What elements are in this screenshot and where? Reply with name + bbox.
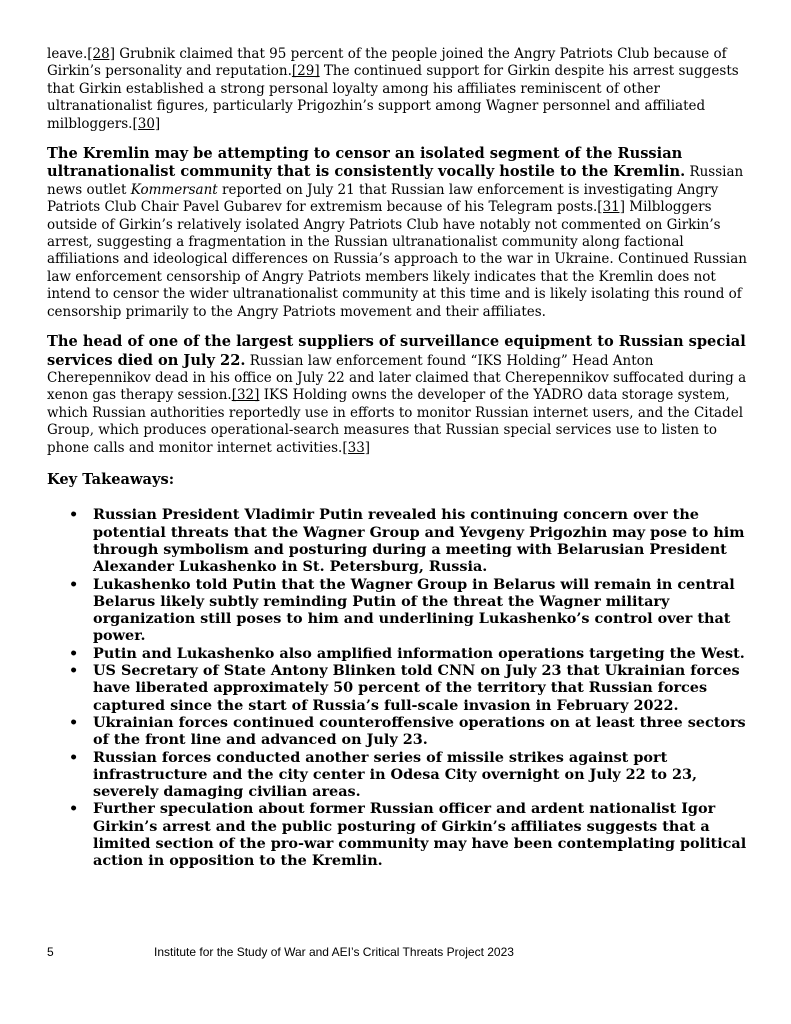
bullet-icon: • [69,748,79,766]
text: leave. [47,46,88,62]
key-takeaways-list [47,506,747,869]
lead-sentence: The head of one of the largest suppliers of surveillance equipment to Russian special services died on July 22. [47,333,746,369]
bullet-icon: • [69,800,79,818]
outlet-name: Kommersant [130,181,218,198]
bullet-icon: • [69,662,79,680]
footnote-link-28[interactable]: [28] [87,46,115,62]
text: The continued support for Girkin despite his arrest suggests that Girkin established a strong personal loyalty among his affiliates reminiscent of other ultranationalist figures, particularly Prigozhin’s support among Wagner personnel and affiliated milbloggers. [47,63,739,132]
footer-text: Institute for the Study of War and AEI’s Critical Threats Project 2023 [154,945,514,959]
list-item-text: Russian forces conducted another series of missile strikes against port infrastructure and the city center in Odesa City overnight on July 22 to 23, severely damaging civilian areas. [93,748,697,801]
footnote-link-29[interactable]: [29] [291,63,320,80]
list-item [47,714,747,749]
bullet-icon: • [69,575,79,593]
list-item-text: Russian President Vladimir Putin revealed his continuing concern over the potential threats that the Wagner Group and Yevgeny Prigozhin may pose to him through symbolism and posturing during a meeting with Belarusian President Alexander Lukashenko in St. Petersburg, Russia. [93,506,745,576]
text: reported on July 21 that Russian law enforcement is investigating Angry Patriots Club Chair Pavel Gubarev for extremism because of his Telegram posts. [47,181,719,216]
text: Milbloggers outside of Girkin’s relatively isolated Angry Patriots Club have notably not commented on Girkin’s arrest, suggesting a fragmentation in the Russian ultranationalist community along factional affiliations and ideological differences on Russia’s approach to the war in Ukraine. Continued Russian law enforcement censorship of Angry Patriots members likely indicates that the Kremlin does not intend to censor the wider ultranationalist community at this time and is likely isolating this round of censorship primarily to the Angry Patriots movement and their affiliates. [47,199,747,320]
footnote-link-32[interactable]: [32] [231,387,260,404]
paragraph-surveillance-supplier [47,333,747,457]
list-item-text: Putin and Lukashenko also amplified information operations targeting the West. [93,644,745,662]
list-item [47,800,747,869]
list-item-text: US Secretary of State Antony Blinken told CNN on July 23 that Ukrainian forces have liberated approximately 50 percent of the territory that Russian forces captured since the start of Russia’s full-scale invasion in February 2022. [93,662,740,714]
paragraph-kremlin-censorship [47,145,747,321]
text: IKS Holding owns the developer of the YADRO data storage system, which Russian authorities reportedly use in efforts to monitor Russian internet users, and the Citadel Group, which produces operational-search measures that Russian special services use to listen to phone calls and monitor internet activities. [47,387,744,456]
bullet-icon: • [69,713,79,731]
list-item-text: Lukashenko told Putin that the Wagner Group in Belarus will remain in central Belarus likely subtly reminding Putin of the threat the Wagner military organization still poses to him and underlining Lukashenko’s control over that power. [93,575,735,645]
list-item [47,662,747,714]
list-item [47,576,747,645]
bullet-icon: • [69,644,79,662]
footnote-link-31[interactable]: [31] [597,199,626,216]
page-body [47,46,747,870]
list-item-text: Ukrainian forces continued counteroffensive operations on at least three sectors of the front line and advanced on July 23. [93,713,746,749]
page-number: 5 [47,945,54,959]
text: Grubnik claimed that 95 percent of the people joined the Angry Patriots Club because of Girkin’s personality and reputation. [47,46,727,80]
footnote-link-33[interactable]: [33] [342,439,371,456]
list-item [47,645,747,662]
list-item-text: Further speculation about former Russian officer and ardent nationalist Igor Girkin’s arrest and the public posturing of Girkin’s affiliates suggests that a limited section of the pro-war community may have been contemplating political action in opposition to the Kremlin. [93,800,747,870]
text: Russian news outlet [47,164,744,198]
key-takeaways-heading: Key Takeaways: [47,470,175,488]
list-item [47,506,747,575]
lead-sentence: The Kremlin may be attempting to censor an isolated segment of the Russian ultranationalist community that is consistently vocally hostile to the Kremlin. [47,145,686,181]
bullet-icon: • [69,506,79,524]
paragraph-girkin-support [47,46,747,133]
footnote-link-30[interactable]: [30] [132,115,161,132]
list-item [47,749,747,801]
text: Russian law enforcement found “IKS Holding” Head Anton Cherepennikov dead in his office on July 22 and later claimed that Cherepennikov suffocated during a xenon gas therapy session. [47,352,747,404]
